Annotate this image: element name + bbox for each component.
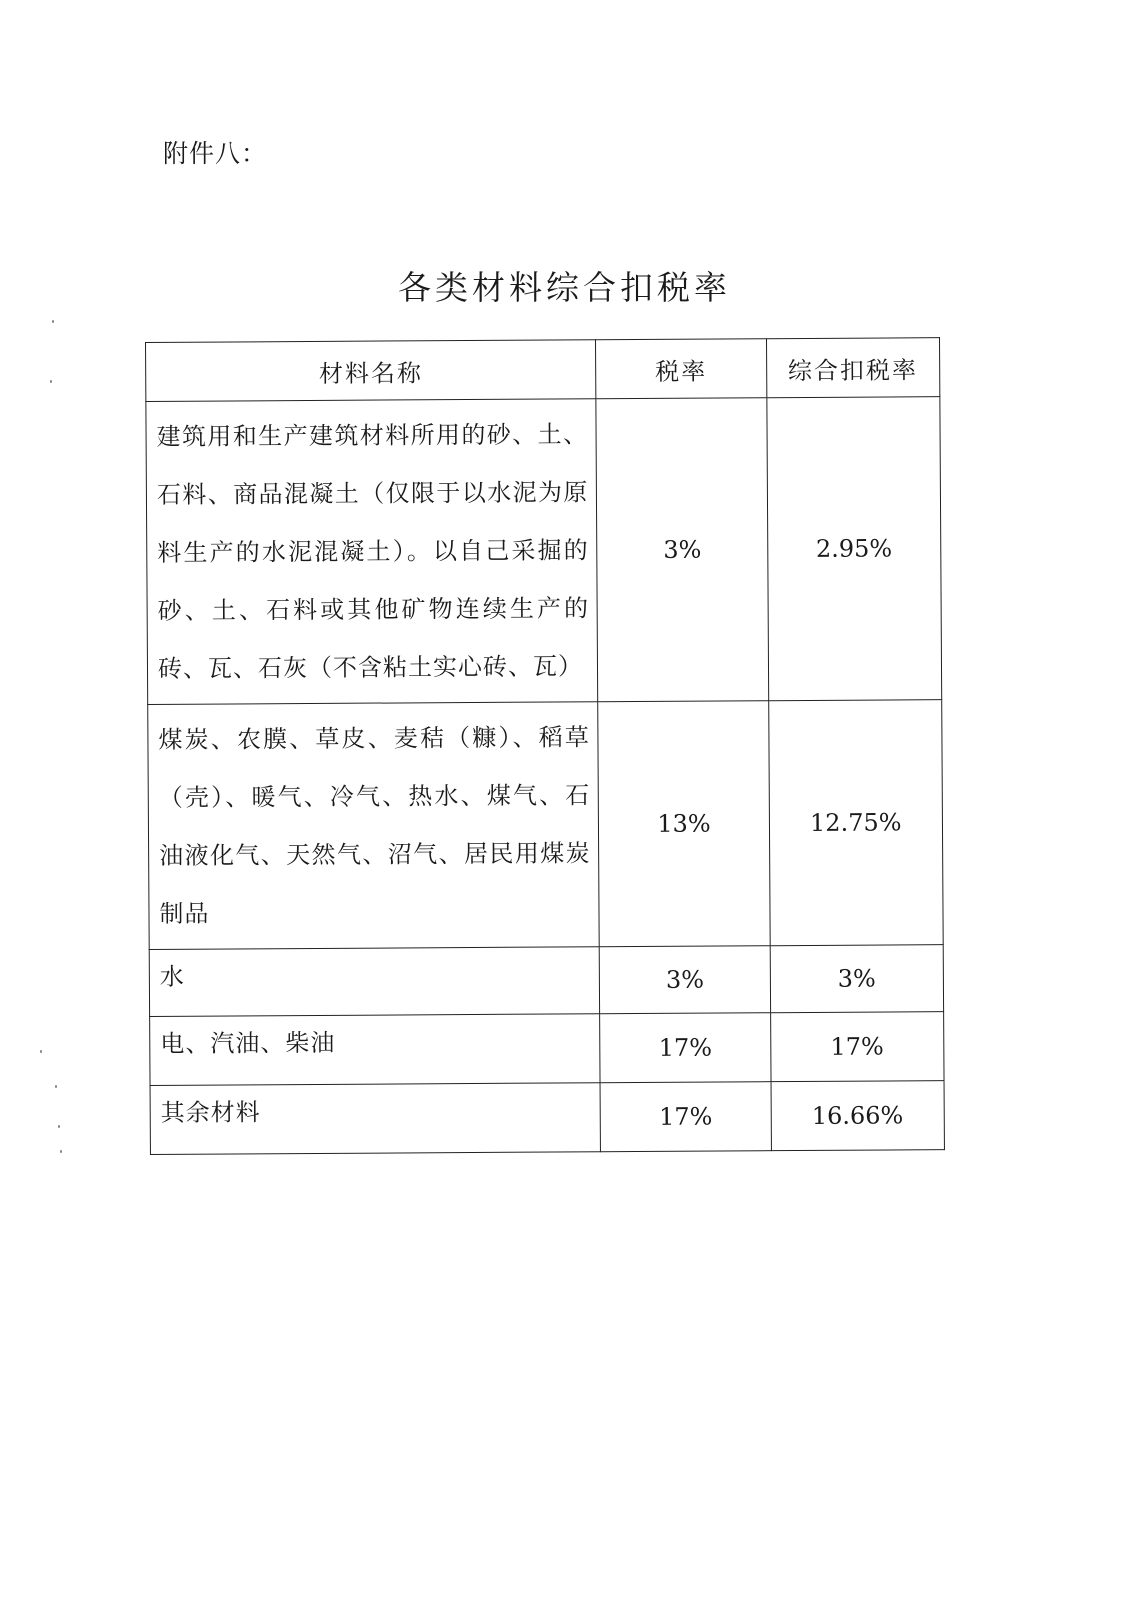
material-name-cell: 建筑用和生产建筑材料所用的砂、土、石料、商品混凝土（仅限于以水泥为原料生产的水泥混凝土）。以自己采掘的砂、土、石料或其他矿物连续生产的砖、瓦、石灰（不含粘土实心砖、瓦） — [146, 399, 598, 705]
tax-rate-cell: 3% — [596, 398, 768, 702]
scan-speck — [55, 1085, 57, 1088]
document-title: 各类材料综合扣税率 — [398, 268, 731, 307]
scan-speck — [58, 1125, 60, 1128]
tax-rate-cell: 17% — [600, 1082, 771, 1152]
tax-rate-cell: 3% — [600, 946, 771, 1014]
tax-rate-cell: 17% — [600, 1013, 771, 1083]
scan-speck — [40, 1050, 42, 1053]
tax-rate-table — [145, 337, 945, 1155]
table-row — [150, 1012, 944, 1086]
header-comprehensive-rate: 综合扣税率 — [766, 338, 940, 398]
comprehensive-rate-cell: 2.95% — [766, 397, 941, 701]
material-name-cell: 煤炭、农膜、草皮、麦秸（糠）、稻草（壳）、暖气、冷气、热水、煤气、石油液化气、天然气、沼气、居民用煤炭制品 — [148, 702, 600, 950]
comprehensive-rate-cell: 12.75% — [768, 700, 943, 946]
scan-speck — [52, 320, 54, 323]
scan-speck — [60, 1150, 62, 1153]
table-header-row — [146, 338, 940, 402]
material-name-cell: 水 — [149, 947, 600, 1017]
tax-rate-cell: 13% — [598, 701, 770, 947]
table-row — [148, 700, 943, 950]
material-name-cell: 电、汽油、柴油 — [150, 1014, 601, 1086]
header-tax-rate: 税率 — [596, 339, 766, 399]
scan-speck — [50, 380, 52, 383]
table-row — [149, 945, 943, 1017]
comprehensive-rate-cell: 16.66% — [771, 1081, 945, 1151]
attachment-label: 附件八： — [163, 139, 268, 168]
table-row — [150, 1081, 944, 1155]
header-material-name: 材料名称 — [146, 340, 597, 402]
table-row — [146, 397, 942, 705]
comprehensive-rate-cell: 3% — [770, 945, 944, 1013]
comprehensive-rate-cell: 17% — [770, 1012, 944, 1082]
material-name-cell: 其余材料 — [150, 1083, 601, 1155]
